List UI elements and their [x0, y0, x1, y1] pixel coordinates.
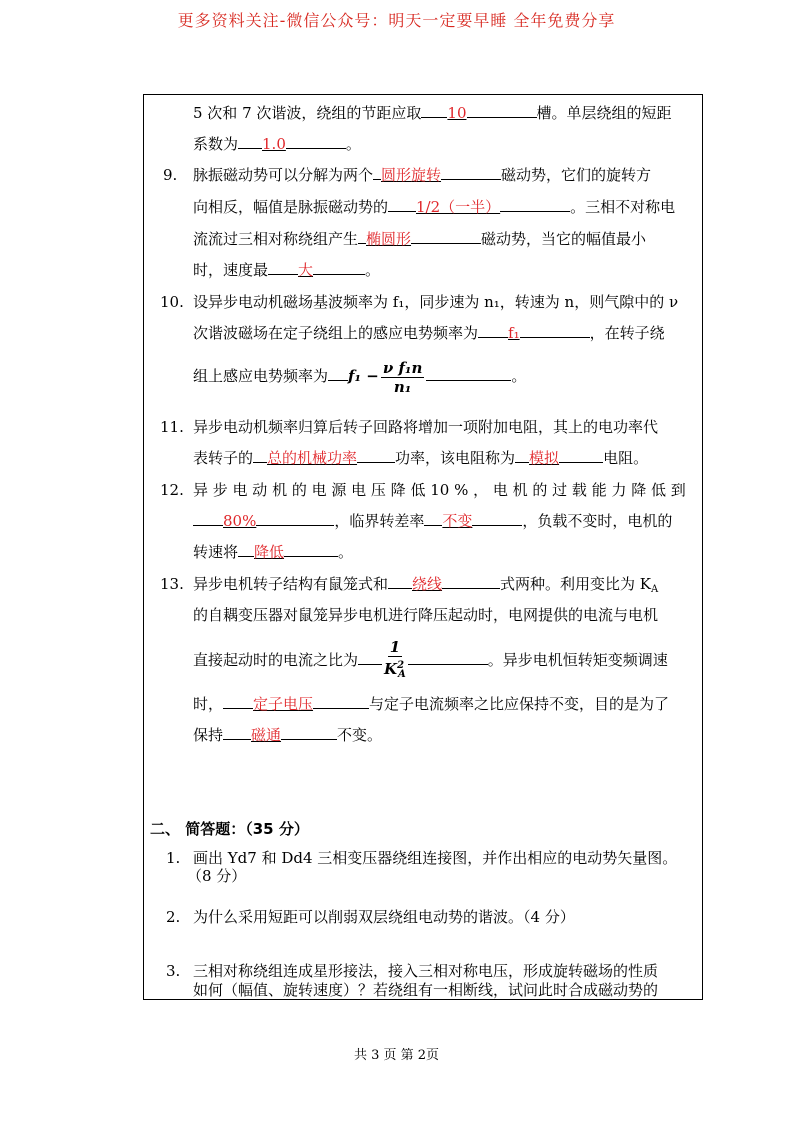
answer-pitch: 10	[447, 104, 467, 122]
s2-item-2-number: 2.	[166, 908, 181, 926]
answer-13a: 绕线	[412, 575, 443, 593]
q9-line-3: 流流过三相对称绕组产生 椭圆形 磁动势，当它的幅值最小	[193, 230, 647, 248]
s2-item-3-line-1: 三相对称绕组连成星形接法，接入三相对称电压，形成旋转磁场的性质	[193, 962, 659, 980]
s2-item-1-line-1: 画出 Yd7 和 Dd4 三相变压器绕组连接图，并作出相应的电动势矢量图。	[193, 849, 678, 867]
answer-9b: 1/2（一半）	[416, 198, 501, 216]
q9-line-4: 时，速度最 大 。	[193, 261, 381, 279]
q9-number: 9.	[163, 166, 178, 184]
q8-line-2: 系数为 1.0 。	[193, 135, 361, 153]
s2-item-2-line-1: 为什么采用短距可以削弱双层绕组电动势的谐波。（4 分）	[193, 908, 575, 926]
q12-line-3: 转速将 降低 。	[193, 543, 354, 561]
q13-line-5: 保持 磁通 不变。	[193, 726, 383, 744]
q11-number: 11.	[160, 418, 184, 436]
answer-9a: 圆形旋转	[381, 166, 442, 184]
answer-11a: 总的机械功率	[267, 449, 358, 467]
q11-line-1: 异步电动机频率归算后转子回路将增加一项附加电阻，其上的电功率代	[193, 418, 659, 436]
answer-12c: 降低	[254, 543, 285, 561]
s2-item-3-number: 3.	[166, 962, 181, 980]
q13-line-4: 时， 定子电压 与定子电流频率之比应保持不变，目的是为了	[193, 695, 670, 713]
q11-line-2: 表转子的 总的机械功率 功率，该电阻称为 模拟 电阻。	[193, 449, 649, 467]
answer-9c: 椭圆形	[366, 230, 412, 248]
q12-line-2: 80% ，临界转差率 不变 ，负载不变时，电机的	[193, 511, 672, 531]
answer-13b: 定子电压	[253, 695, 314, 713]
q10-line-2: 次谐波磁场在定子绕组上的感应电势频率为 f₁ ，在转子绕	[193, 324, 665, 342]
s2-item-1-line-2: （8 分）	[187, 867, 247, 885]
q10-line-1: 设异步电动机磁场基波频率为 f₁，同步速为 n₁，转速为 n，则气隙中的 ν	[193, 293, 679, 311]
s2-item-3-line-2: 如何（幅值、旋转速度）？若绕组有一相断线，试问此时合成磁动势的	[193, 981, 659, 999]
q12-line-1: 异 步 电 动 机 的 电 源 电 压 降 低 10 % ， 电 机 的 过 载 能 力 降 低 到	[193, 481, 686, 499]
q10-number: 10.	[160, 293, 184, 311]
q9-line-1: 脉振磁动势可以分解为两个 圆形旋转 磁动势，它们的旋转方	[193, 166, 652, 184]
answer-11b: 模拟	[529, 449, 560, 467]
q13-number: 13.	[160, 575, 184, 593]
formula-f1: f₁ −	[348, 367, 379, 385]
q10-line-3: 组上感应电势频率为 f₁ − $\frac{\text{ν f₁n}}{\text{n₁}}$ 。	[193, 358, 527, 396]
page-footer: 共 3 页 第 2页	[353, 1048, 440, 1063]
q13-line-1: 异步电机转子结构有鼠笼式和 绕线 式两种。利用变比为 $K_A$	[193, 575, 659, 595]
header-banner: 更多资料关注-微信公众号：明天一定要早睡 全年免费分享	[177, 11, 616, 30]
q13-line-3: 直接起动时的电流之比为 $\frac{1}{K^2_A}$ 。异步电机恒转矩变频调速	[193, 638, 668, 684]
answer-12a: 80%	[223, 512, 257, 530]
q9-line-2: 向相反，幅值是脉振磁动势的 1/2（一半） 。三相不对称电	[193, 198, 676, 216]
ratio-fraction: $\frac{1}{K^2_A}$	[384, 638, 406, 680]
q8-line-1: 5 次和 7 次谐波，绕组的节距应取 10 槽。单层绕组的短距	[193, 104, 672, 122]
formula-fraction: $\frac{\text{ν f₁n}}{\text{n₁}}$	[382, 358, 423, 396]
section-2-title: 二、 简答题：（35 分）	[150, 820, 309, 838]
answer-12b: 不变	[442, 512, 473, 530]
answer-9d: 大	[298, 261, 314, 279]
answer-factor: 1.0	[262, 135, 286, 153]
answer-13c: 磁通	[251, 726, 282, 744]
answer-10a: f₁	[508, 324, 520, 342]
q12-number: 12.	[160, 481, 184, 499]
q13-line-2: 的自耦变压器对鼠笼异步电机进行降压起动时，电网提供的电流与电机	[193, 606, 659, 624]
s2-item-1-number: 1.	[166, 849, 181, 867]
